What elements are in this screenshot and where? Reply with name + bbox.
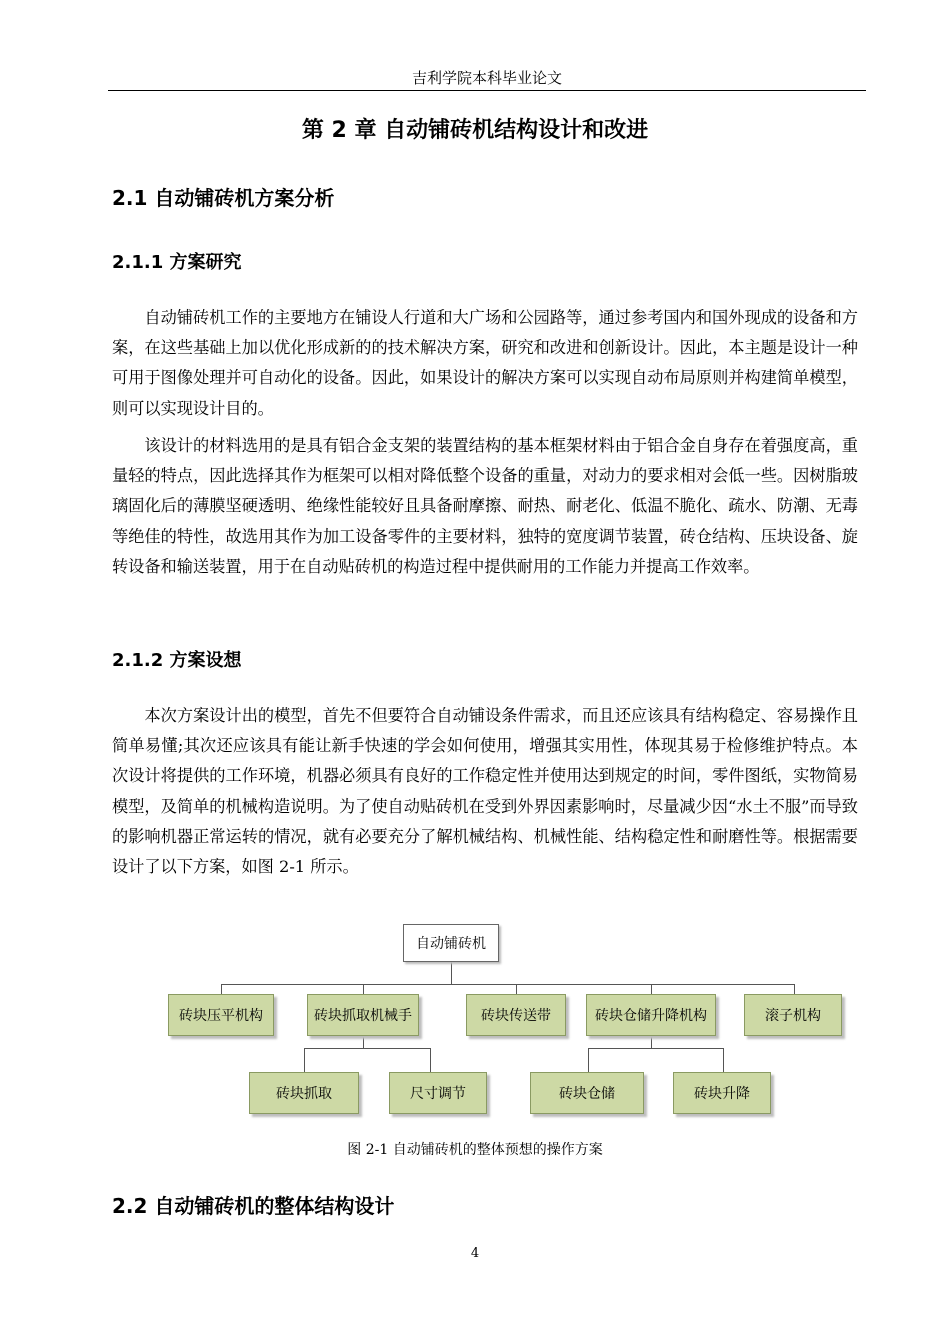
page-number: 4 [470, 1246, 480, 1261]
connector-line [651, 984, 652, 994]
diagram-node-conveyor: 砖块传送带 [466, 994, 566, 1036]
diagram-node-size-adjust: 尺寸调节 [389, 1072, 487, 1114]
paragraph: 自动铺砖机工作的主要地方在铺设人行道和大广场和公园路等，通过参考国内和国外现成的设备和方案，在这些基础上加以优化形成新的的技术解决方案，研究和改进和创新设计。因此，本主题是设计一种可用于图像处理并可自动化的设备。因此，如果设计的解决方案可以实现自动布局原则并构建简单模型，则可以实现设计目的。 [112, 308, 858, 418]
connector-line [221, 984, 222, 994]
connector-line [304, 1048, 305, 1072]
chapter-title: 第 2 章 自动铺砖机结构设计和改进 [301, 118, 649, 143]
paragraph: 本次方案设计出的模型，首先不但要符合自动铺设条件需求，而且还应该具有结构稳定、容易操作且简单易懂;其次还应该具有能让新手快速的学会如何使用，增强其实用性，体现其易于检修维护特点。本次设计将提供的工作环境，机器必须具有良好的工作稳定性并使用达到规定的时间，零件图纸，实物简易模型，及简单的机械构造说明。为了使自动贴砖机在受到外界因素影响时，尽量减少因“水土不服”而导致的影响机器正常运转的情况，就有必要充分了解机械结构、机械性能、结构稳定性和耐磨性等。根据需要设计了以下方案，如图 2-1 所示。 [112, 706, 858, 877]
connector-line [651, 1036, 652, 1048]
diagram-node-roller: 滚子机构 [744, 994, 842, 1036]
page-header: 吉利学院本科毕业论文 [411, 69, 562, 87]
diagram-node-grab: 砖块抓取 [249, 1072, 359, 1114]
connector-line [516, 984, 517, 994]
connector-line [794, 984, 795, 994]
diagram-node-gripper: 砖块抓取机械手 [307, 994, 419, 1036]
diagram-node-flattening: 砖块压平机构 [168, 994, 274, 1036]
diagram-node-lift: 砖块升降 [673, 1072, 771, 1114]
connector-line [723, 1048, 724, 1072]
connector-line [363, 1036, 364, 1048]
diagram-node-storage: 砖块仓储 [530, 1072, 644, 1114]
figure-caption: 图 2-1 自动铺砖机的整体预想的操作方案 [347, 1142, 603, 1158]
paragraph: 该设计的材料选用的是具有铝合金支架的装置结构的基本框架材料由于铝合金自身存在着强度高，重量轻的特点，因此选择其作为框架可以相对降低整个设备的重量，对动力的要求相对会低一些。因树脂玻璃固化后的薄膜坚硬透明、绝缘性能较好且具备耐摩擦、耐热、耐老化、低温不脆化、疏水、防潮、无毒等绝佳的特性，故选用其作为加工设备零件的主要材料，独特的宽度调节装置，砖仓结构、压块设备、旋转设备和输送装置，用于在自动贴砖机的构造过程中提供耐用的工作能力并提高工作效率。 [112, 436, 858, 576]
diagram-node-storage-lift: 砖块仓储升降机构 [586, 994, 716, 1036]
connector-line [451, 962, 452, 984]
connector-line [221, 984, 794, 985]
diagram-root-node: 自动铺砖机 [403, 924, 499, 962]
section-heading-2-2: 2.2 自动铺砖机的整体结构设计 [112, 1194, 395, 1218]
section-heading-2-1: 2.1 自动铺砖机方案分析 [112, 186, 335, 210]
connector-line [304, 1048, 430, 1049]
section-heading-2-1-2: 2.1.2 方案设想 [112, 650, 242, 671]
header-rule [108, 90, 866, 91]
connector-line [430, 1048, 431, 1072]
section-heading-2-1-1: 2.1.1 方案研究 [112, 252, 242, 273]
connector-line [363, 984, 364, 994]
connector-line [588, 1048, 723, 1049]
scheme-diagram [160, 920, 850, 1120]
connector-line [588, 1048, 589, 1072]
